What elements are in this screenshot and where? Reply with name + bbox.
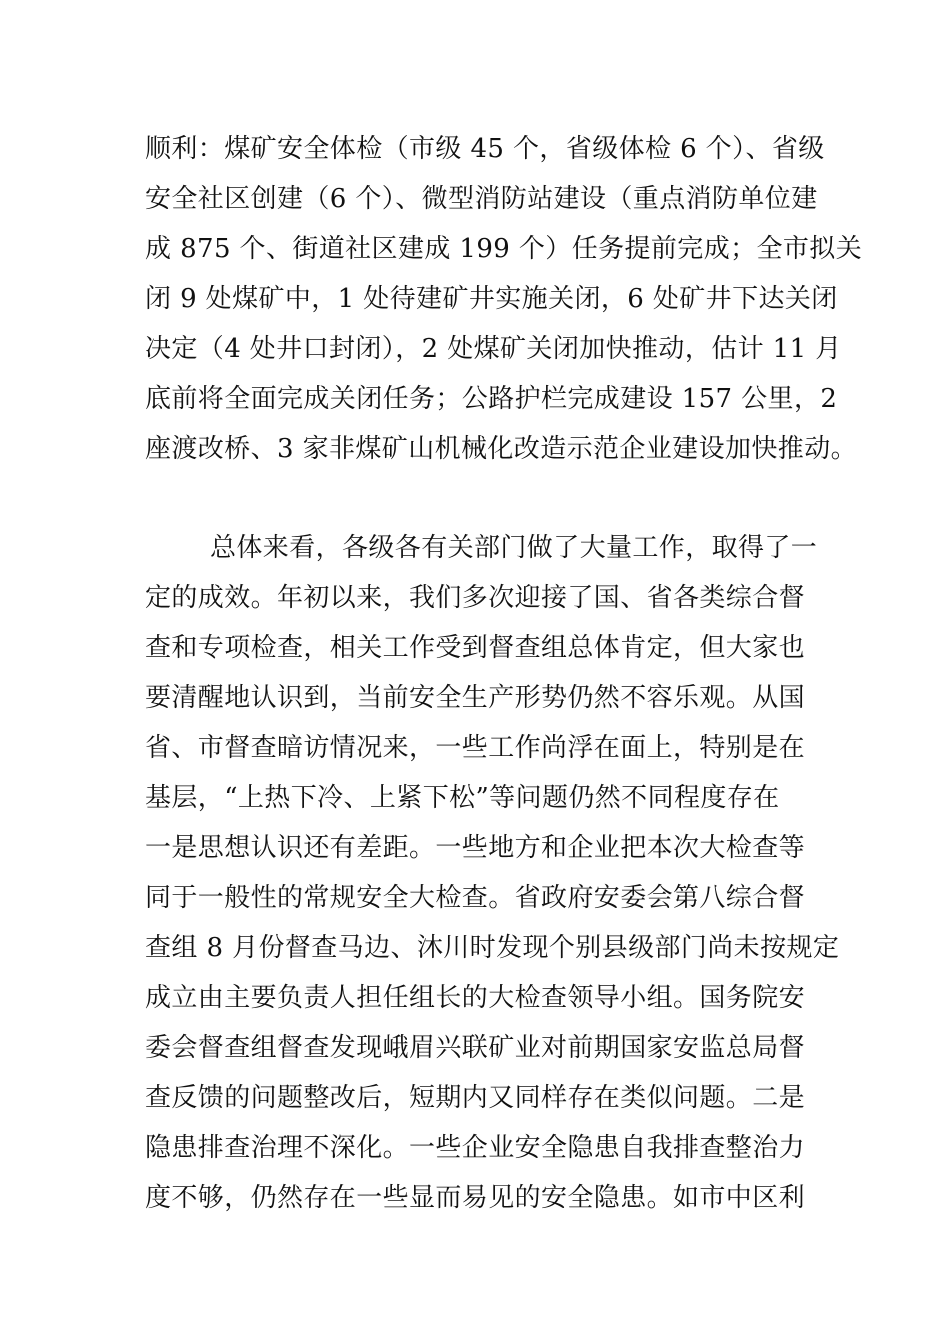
paragraph-2-line-13: 隐患排查治理不深化。一些企业安全隐患自我排查整治力: [145, 1133, 806, 1163]
paragraph-1-line-5: 决定（4 处井口封闭），2 处煤矿关闭加快推动，估计 11 月: [145, 334, 842, 364]
paragraph-1-line-6: 底前将全面完成关闭任务；公路护栏完成建设 157 公里，2: [145, 384, 838, 414]
paragraph-1-line-7: 座渡改桥、3 家非煤矿山机械化改造示范企业建设加快推动。: [145, 434, 858, 464]
paragraph-1-line-2: 安全社区创建（6 个）、微型消防站建设（重点消防单位建: [145, 184, 818, 214]
paragraph-2-line-3: 查和专项检查，相关工作受到督查组总体肯定，但大家也: [145, 633, 806, 663]
paragraph-2-line-5: 省、市督查暗访情况来，一些工作尚浮在面上，特别是在: [145, 733, 806, 763]
paragraph-2-line-1: 总体来看，各级各有关部门做了大量工作，取得了一: [210, 533, 818, 563]
paragraph-2-line-14: 度不够，仍然存在一些显而易见的安全隐患。如市中区利: [145, 1183, 806, 1213]
paragraph-1-line-4: 闭 9 处煤矿中，1 处待建矿井实施关闭，6 处矿井下达关闭: [145, 284, 838, 314]
paragraph-2-line-10: 成立由主要负责人担任组长的大检查领导小组。国务院安: [145, 983, 806, 1013]
paragraph-2-line-4: 要清醒地认识到，当前安全生产形势仍然不容乐观。从国: [145, 683, 806, 713]
paragraph-2-line-11: 委会督查组督查发现峨眉兴联矿业对前期国家安监总局督: [145, 1033, 806, 1063]
paragraph-2-line-12: 查反馈的问题整改后，短期内又同样存在类似问题。二是: [145, 1083, 806, 1113]
paragraph-2-line-6: 基层，“上热下冷、上紧下松”等问题仍然不同程度存在: [145, 783, 780, 813]
paragraph-1-line-1: 顺利：煤矿安全体检（市级 45 个，省级体检 6 个）、省级: [145, 134, 825, 164]
paragraph-1-line-3: 成 875 个、街道社区建成 199 个）任务提前完成；全市拟关: [145, 234, 863, 264]
paragraph-2-line-9: 查组 8 月份督查马边、沐川时发现个别县级部门尚未按规定: [145, 933, 840, 963]
paragraph-2-line-8: 同于一般性的常规安全大检查。省政府安委会第八综合督: [145, 883, 806, 913]
paragraph-2-line-7: 一是思想认识还有差距。一些地方和企业把本次大检查等: [145, 833, 806, 863]
paragraph-2-line-2: 定的成效。年初以来，我们多次迎接了国、省各类综合督: [145, 583, 806, 613]
